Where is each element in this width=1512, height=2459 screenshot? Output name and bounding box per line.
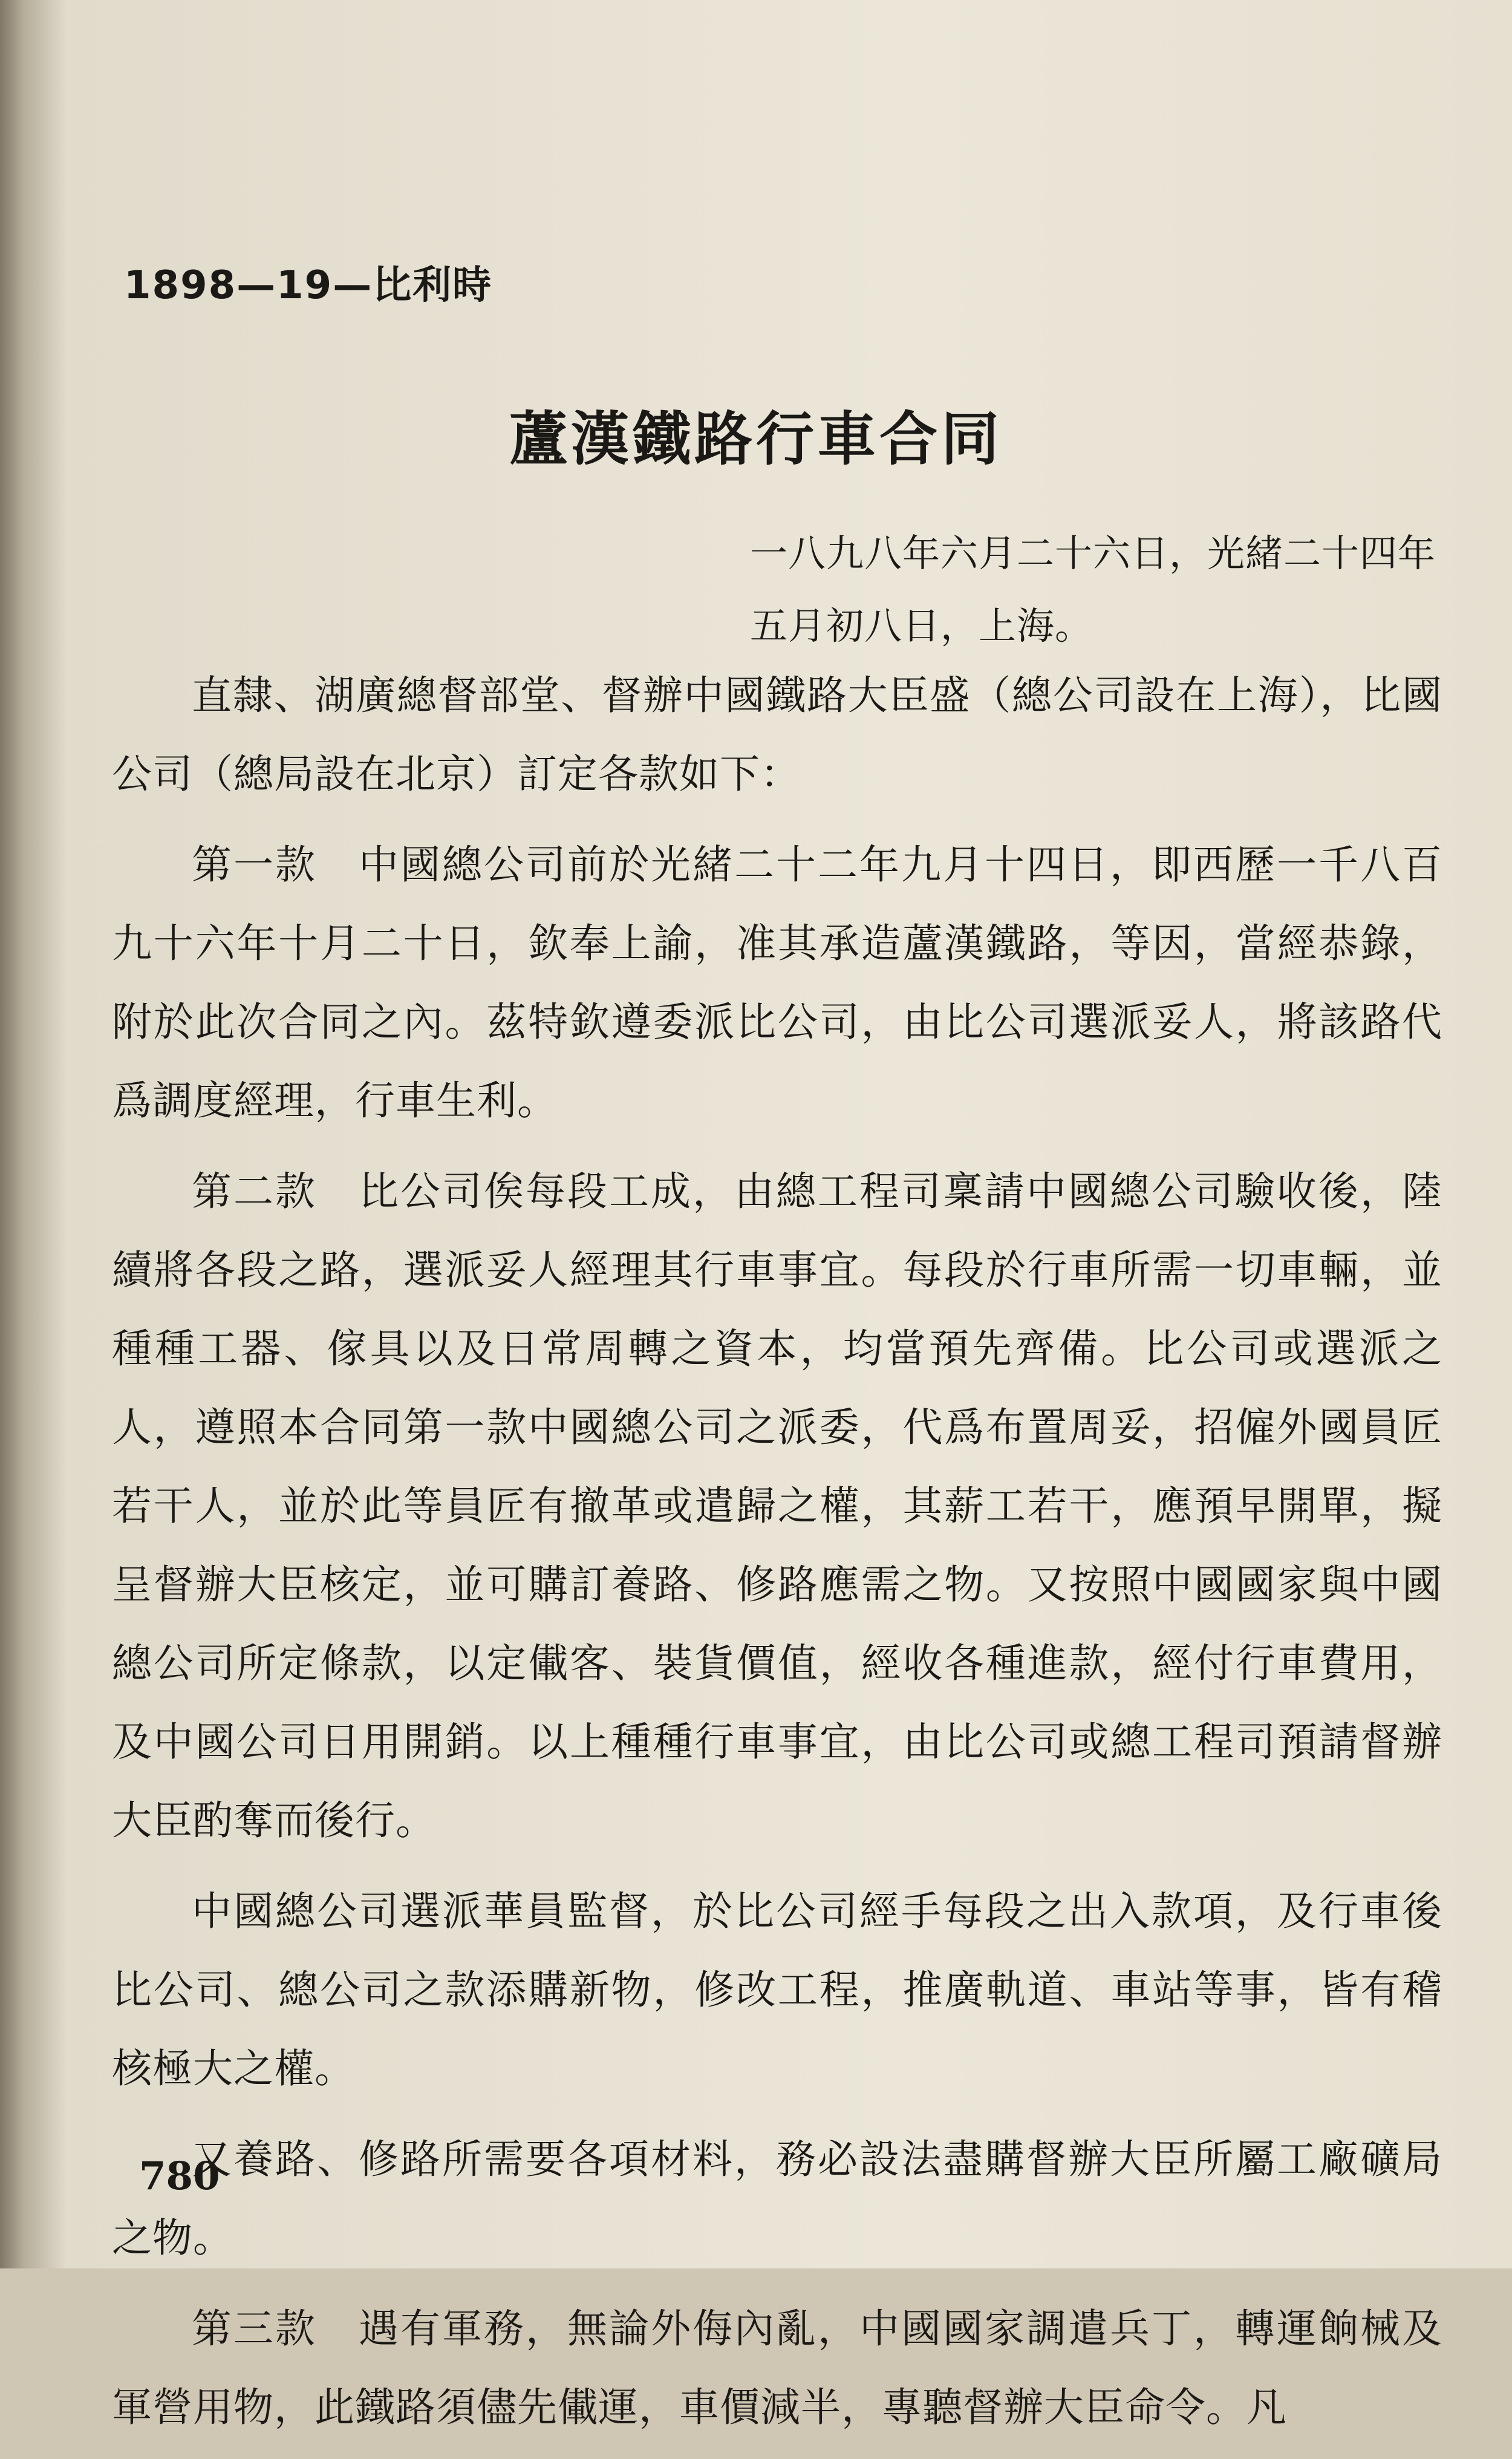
paragraph-article-3: 第三款 遇有軍務，無論外侮內亂，中國國家調遣兵丁，轉運餉械及軍營用物，此鐵路須儘先儎運，車價減半，專聽督辦大臣命令。凡 [112, 2305, 1442, 2431]
date-line [750, 517, 1445, 662]
page-number: 780 [139, 2154, 220, 2199]
paragraph-supervision: 中國總公司選派華員監督，於比公司經手每段之出入款項，及行車後比公司、總公司之款添購新物，修改工程，推廣軌道、車站等事，皆有稽核極大之權。 [112, 1888, 1442, 2092]
date-line-2: 五月初八日，上海。 [750, 604, 1093, 648]
paragraph-article-2: 第二款 比公司俟每段工成，由總工程司稟請中國總公司驗收後，陸續將各段之路，選派妥人經理其行車事宜。每段於行車所需一切車輛，並種種工器、傢具以及日常周轉之資本，均當預先齊備。比公司或選派之人，遵照本合同第一款中國總公司之派委，代爲布置周妥，招僱外國員匠若干人，並於此等員匠有撤革或遣歸之權，其薪工若干，應預早開單，擬呈督辦大臣核定，並可購訂養路、修路應需之物。又按照中國國家與中國總公司所定條款，以定儎客、裝貨價值，經收各種進款，經付行車費用，及中國公司日用開銷。以上種種行車事宜，由比公司或總工程司預請督辦大臣酌奪而後行。 [112, 1168, 1442, 1844]
bleed-through-text [109, 175, 1464, 253]
document-title: 蘆漢鐵路行車合同 [509, 405, 1003, 473]
paragraph-article-1: 第一款 中國總公司前於光緒二十二年九月十四日，即西歷一千八百九十六年十月二十日，欽奉上諭，准其承造蘆漢鐵路，等因，當經恭錄，附於此次合同之內。茲特欽遵委派比公司，由比公司選派妥人，將該路代爲調度經理，行車生利。 [112, 841, 1442, 1124]
date-line-1: 一八九八年六月二十六日，光緒二十四年 [750, 531, 1436, 575]
paragraph-materials: 又養路、修路所需要各項材料，務必設法盡購督辦大臣所屬工廠礦局之物。 [112, 2136, 1442, 2261]
paragraph-preamble: 直隸、湖廣總督部堂、督辦中國鐵路大臣盛（總公司設在上海），比國公司（總局設在北京）訂定各款如下： [112, 672, 1442, 797]
body-text [112, 656, 1442, 2459]
running-header: 1898—19—比利時 [124, 263, 493, 308]
